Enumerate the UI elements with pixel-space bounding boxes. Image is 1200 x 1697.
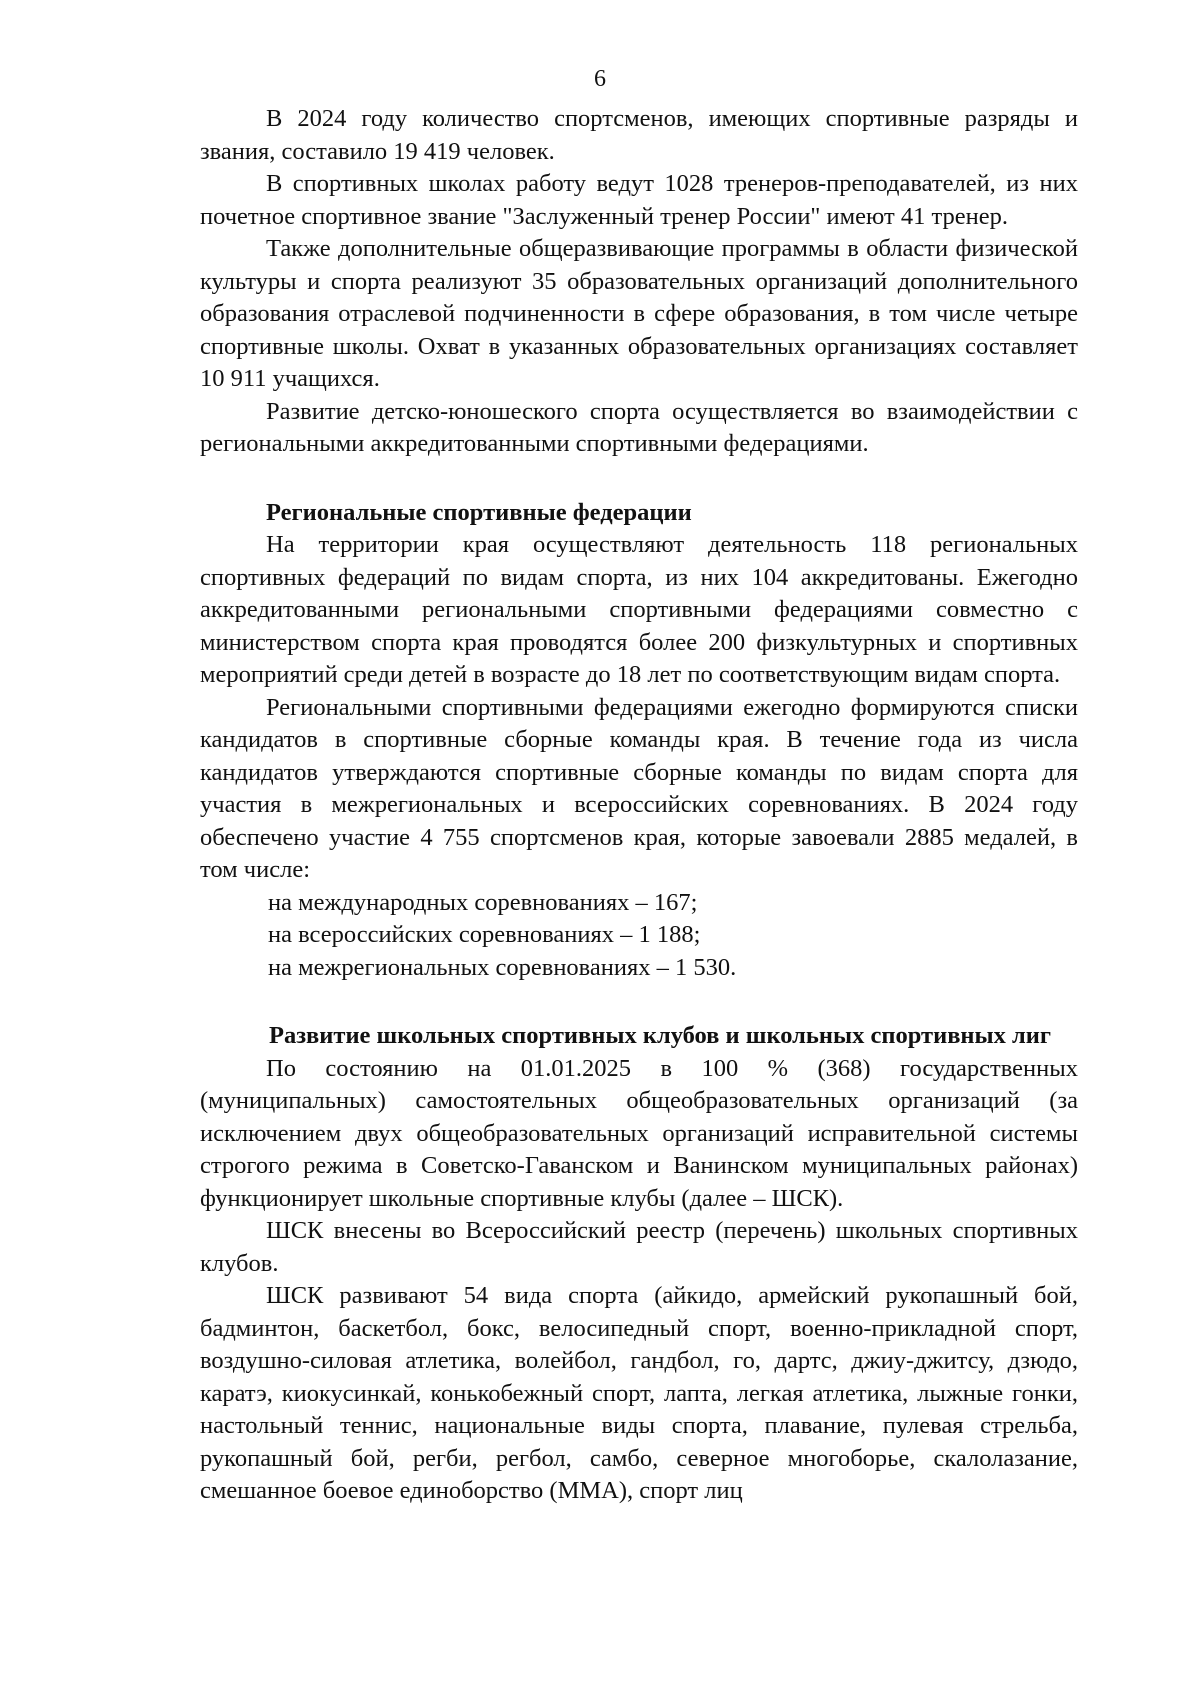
medals-all-russian: на всероссийских соревнованиях – 1 188; (268, 921, 701, 948)
paragraph-school-clubs-status: По состоянию на 01.01.2025 в 100 % (368) государственных (муниципальных) самостоятельных общеобразовательных организаций (за исключением двух общеобразовательных организаций исправительной системы строгого режима в Советско-Гаванском и Ванинском муниципальных районах) функционирует школьные спортивные клубы (далее – ШСК). (200, 1054, 1078, 1212)
paragraph-federations-count: На территории края осуществляют деятельность 118 региональных спортивных федераций по видам спорта, из них 104 аккредитованы. Ежегодно аккредитованными региональными спортивными федерациями совместно с министерством спорта края проводятся более 200 физкультурных и спортивных мероприятий среди детей в возрасте до 18 лет по соответствующим видам спорта. (200, 531, 1078, 688)
paragraph-general-programs: Также дополнительные общеразвивающие программы в области физической культуры и спорта реализуют 35 образовательных организаций дополнительного образования отраслевой подчиненности в сфере образования, в том числе четыре спортивные школы. Охват в указанных образовательных организациях составляет 10 911 учащихся. (200, 235, 1078, 392)
section-title-school-clubs: Развитие школьных спортивных клубов и школьных спортивных лиг (269, 1022, 1052, 1049)
medals-international: на международных соревнованиях – 167; (268, 888, 698, 916)
paragraph-school-clubs-registry: ШСК внесены во Всероссийский реестр (перечень) школьных спортивных клубов. (200, 1217, 1078, 1277)
page-number: 6 (594, 66, 606, 92)
medals-interregional: на межрегиональных соревнованиях – 1 530. (268, 953, 737, 981)
paragraph-school-clubs-sports: ШСК развивают 54 вида спорта (айкидо, армейский рукопашный бой, бадминтон, баскетбол, бокс, велосипедный спорт, военно-прикладной спорт, воздушно-силовая атлетика, волейбол, гандбол, го, дартс, джиу-джитсу, дзюдо, каратэ, киокусинкай, конькобежный спорт, лапта, легкая атлетика, лыжные гонки, настольный теннис, национальные виды спорта, плавание, пулевая стрельба, рукопашный бой, регби, регбол, самбо, северное многоборье, скалолазание, смешанное боевое единоборство (ММА), спорт лиц (200, 1282, 1078, 1504)
paragraph-athletes-ranks: В 2024 году количество спортсменов, имеющих спортивные разряды и звания, составило 19 419 человек. (200, 105, 1078, 165)
paragraph-youth-sport: Развитие детско-юношеского спорта осуществляется во взаимодействии с региональными аккредитованными спортивными федерациями. (200, 397, 1078, 457)
paragraph-coaches: В спортивных школах работу ведут 1028 тренеров-преподавателей, из них почетное спортивное звание "Заслуженный тренер России" имеют 41 тренер. (200, 170, 1078, 230)
page-content (200, 103, 1078, 1508)
paragraph-national-teams: Региональными спортивными федерациями ежегодно формируются списки кандидатов в спортивные сборные команды края. В течение года из числа кандидатов утверждаются спортивные сборные команды по видам спорта для участия в межрегиональных и всероссийских соревнованиях. В 2024 году обеспечено участие 4 755 спортсменов края, которые завоевали 2885 медалей, в том числе: (200, 693, 1078, 883)
section-title-federations: Региональные спортивные федерации (266, 498, 692, 526)
